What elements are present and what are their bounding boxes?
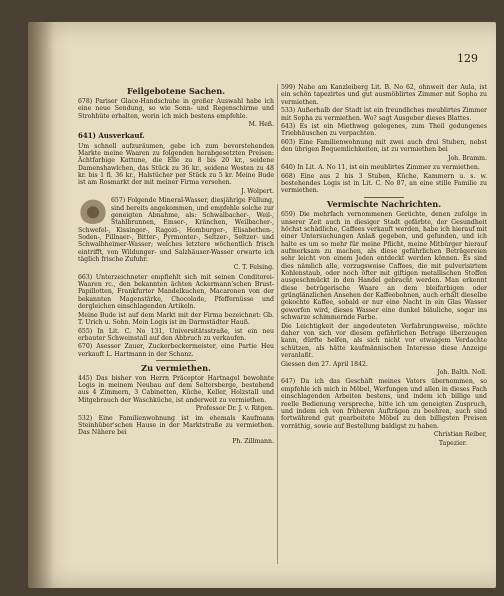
right-column: [281, 84, 487, 450]
ad-445-signature: Professor Dr. J. v. Ritgen.: [195, 405, 274, 413]
ad-640: 640) In Lit. A. No 11, ist ein meublirtes Zimmer zu vermiethen.: [281, 164, 480, 172]
ad-663: 663) Unterzeichneter empfiehlt sich mit seinen Conditorei-Waaren rc., den bekannten ächten Ackermann'schen Brust-Papillotten, Frankfurter Mandelkuchen, Macaronen von der bekannten Magenstärke, Chocolade, Pfeffernüsse und dergleichen einschlagenden Artikeln.: [78, 273, 274, 311]
ad-678: 678) Pariser Glace-Handschuhe in großer Auswahl habe ich eine neue Sendung, so wie Sonn- und Regenschirme und Strohhüte erhalten, worin ich mich bestens empfehle.: [78, 98, 274, 120]
ad-641-heading: 641) Ausverkauf.: [78, 130, 145, 140]
left-column: [78, 84, 274, 447]
ad-533: 533) Außerhalb der Stadt ist ein freundliches meublirtes Zimmer mit Sopha zu vermiethen. Wo? sagt Ausgeber dieses Blattes.: [281, 107, 487, 122]
divider-rule: [364, 197, 404, 198]
column-divider: [277, 84, 278, 564]
newspaper-page: [28, 22, 496, 588]
ad-445: 445) Das bisher von Herrn Präceptor Hartnagel bewohnte Logis in meinem Neubau auf dem Seltersberge, bestehend aus 4 Zimmern, 3 Cabinetten, Küche, Keller, Holzstall und Mitgebrauch der Waschküche, ist anderweit zu vermiethen.: [78, 374, 274, 404]
section-heading-vermieten: Zu vermiethen.: [141, 362, 211, 373]
ad-599: 599) Nahe am Kanzleiberg Lit. B. No 62, ohnweit der Aula, ist ein schön tapezirtes und gut ausmöblirtes Zimmer mit Sopha zu vermiethen.: [281, 84, 487, 106]
ad-670: 670) Asessor Zauer, Zuckerbeckermeister, eine Partie Heu verkauft L. Hartmann in der Schanz.: [78, 343, 274, 358]
ad-647-signature: Christian Reiber,: [433, 431, 487, 439]
ad-657-signature: C. T. Felsing.: [233, 264, 274, 272]
divider-rule: [156, 360, 196, 361]
ad-663-b: Meine Bude ist auf dem Markt mit der Firma bezeichnet: Gb. T. Urich u. Sohn. Mein Logis ist im Darmstädter Hauß.: [78, 311, 274, 327]
page-spine-shadow: [28, 22, 54, 588]
ad-657: 657) Folgende Mineral-Wasser, diesjährige Füllung, sind bereits angekommen, und empfehle solche zur geneigten Abnahme, als: Schwalbacher-, Weil-, Stahlbrunnen, Emser-, Kränchen, Weilbacher-, Schwefel-, Kissinger-, Ragozi-, Homburger-, Elisabethen-, Soden-, Pillnaer-, Bitter-, Pyrmonter-, Seltzer-, Seltzer- und Schwalbheimer-Wasser; welches letztere wöchentlich frisch eintrifft, von Wildunger- und Salzhäuser-Wasser erwarte ich täglich frische Zufuhr.: [78, 197, 274, 263]
notice-659-signature: Joh. Balth. Noll.: [437, 369, 487, 377]
notice-659: 659) Die mehrfach vernommenen Gerüchte, denen zufolge in unserer Zeit auch in diesiger Stadt gefärbte, der Gesundheit höchst schädliche, Caffees verkauft werden, habe ich hierauf mit einer Untersuchungen Anlaß gegeben, und gefunden, und ich halte es um so mehr für meine Pflicht, meine Mitbürger hierauf aufmerksam zu machen, als diese gefährlichen Beträgereien sehr leicht von einem Jeden entdeckt werden können. Es sind dies nämlich alle, vorzugsweise Caffees, die mit pulverisirtem Kohlenstaub, oder noch öfter mit giftigen metallischen Stoffen ausgeschmückt in den Handel gebracht werden. Man erkennt diese betrügerische Waare an dem bleifarbigen oder grünglänzlichen Ansehen der Kaffeebohnen, auch erhält dieselbe gekochte Kaffee, sobald er nur eine Nacht in ein Glas Wasser geworfen wird, dieses Wasser eine dunkel bläuliche, sogar ins schwarze schimmernde Farbe.: [281, 211, 487, 322]
ad-641: Um schnell aufzuräumen, gebe ich zum bevorstehenden Markte meine Waaren zu folgenden herabgesetzten Preisen: Ächtfarbige Kattune, die Elle zu 8 bis 20 kr., seidene Damenshawlchen, das Stück zu 36 kr., seidene Westen zu 48 kr. bis 1 fl. 36 kr., Halstücher per Stück zu 5 kr. Meine Bude ist am Rosmarkt der mit meiner Firma versehen.: [78, 142, 274, 187]
section-heading-nachrichten: Vermischte Nachrichten.: [326, 199, 442, 210]
ad-647-signature-title: Tapezier.: [438, 440, 467, 448]
notice-659-b: Die Leichtigkeit der angedeuteten Verfahrungsweise, möchte daher von sich vor diesem gefährlichen Betruge überzeugen kann, dürfte helfen, als sich nicht vor etwaigem Verdachte schützen, als hätte kaufmännischen Interesse diese Anzeige veranlaßt.: [281, 322, 487, 360]
ad-603-signature: Joh. Bramm.: [447, 154, 487, 162]
ad-643: 643) Es ist ein Miethweg gelegenes, zum Theil gedungenes Triebhäuschen zu verpachten.: [281, 123, 487, 138]
mineral-water-engraving-icon: [78, 198, 108, 224]
ad-668: 668) Eine aus 2 bis 3 Stuben, Küche, Kammern u. s. w. bestehendes Logis ist in Lit. C. No 87, an eine stille Familie zu vermiethen.: [281, 172, 487, 195]
ad-647: 647) Da ich das Geschäft meines Vaters übernommen, so empfehle ich mich in Möbel, Werfungen und allen in dieses Fach einschlagenden Arbeiten bestens, und indem ich billige und reelle Bedienung verspreche, bitte ich um geneigten Zuspruch, und indem ich von früheren Aufträgen zu beehren, auch sind fortwährend gut gearbeitete Möbel zu den billigsten Preisen vorräthig, sowie auf Bestellung baldigst zu haben.: [281, 378, 487, 430]
notice-659-date: Giessen den 27. April 1842.: [281, 360, 368, 368]
ad-532: 532) Eine Familienwohnung ist im ehemals Kaufmann Steinhüber'schen Hause in der Marktstraße zu vermiethen. Das Nähere bei: [78, 414, 274, 437]
ad-603: 603) Eine Familienwohnung mit zwei auch drei Stuben, nebst den übrigen Bequemlichkeiten, ist zu vermiethen bei: [281, 138, 487, 154]
ad-655: 655) In Lit. C. No 131, Universitätsstraße, ist ein neu erbauter Schweinstall auf den Abbruch zu verkaufen.: [78, 327, 274, 342]
page-number: 129: [457, 52, 478, 65]
section-heading-feilgebotene: Feilgebotene Sachen.: [126, 86, 226, 96]
ad-678-signature: M. Heß.: [248, 121, 274, 129]
ad-532-signature: Ph. Zillmann.: [232, 437, 274, 445]
ad-641-signature: J. Wolpert.: [241, 187, 274, 195]
